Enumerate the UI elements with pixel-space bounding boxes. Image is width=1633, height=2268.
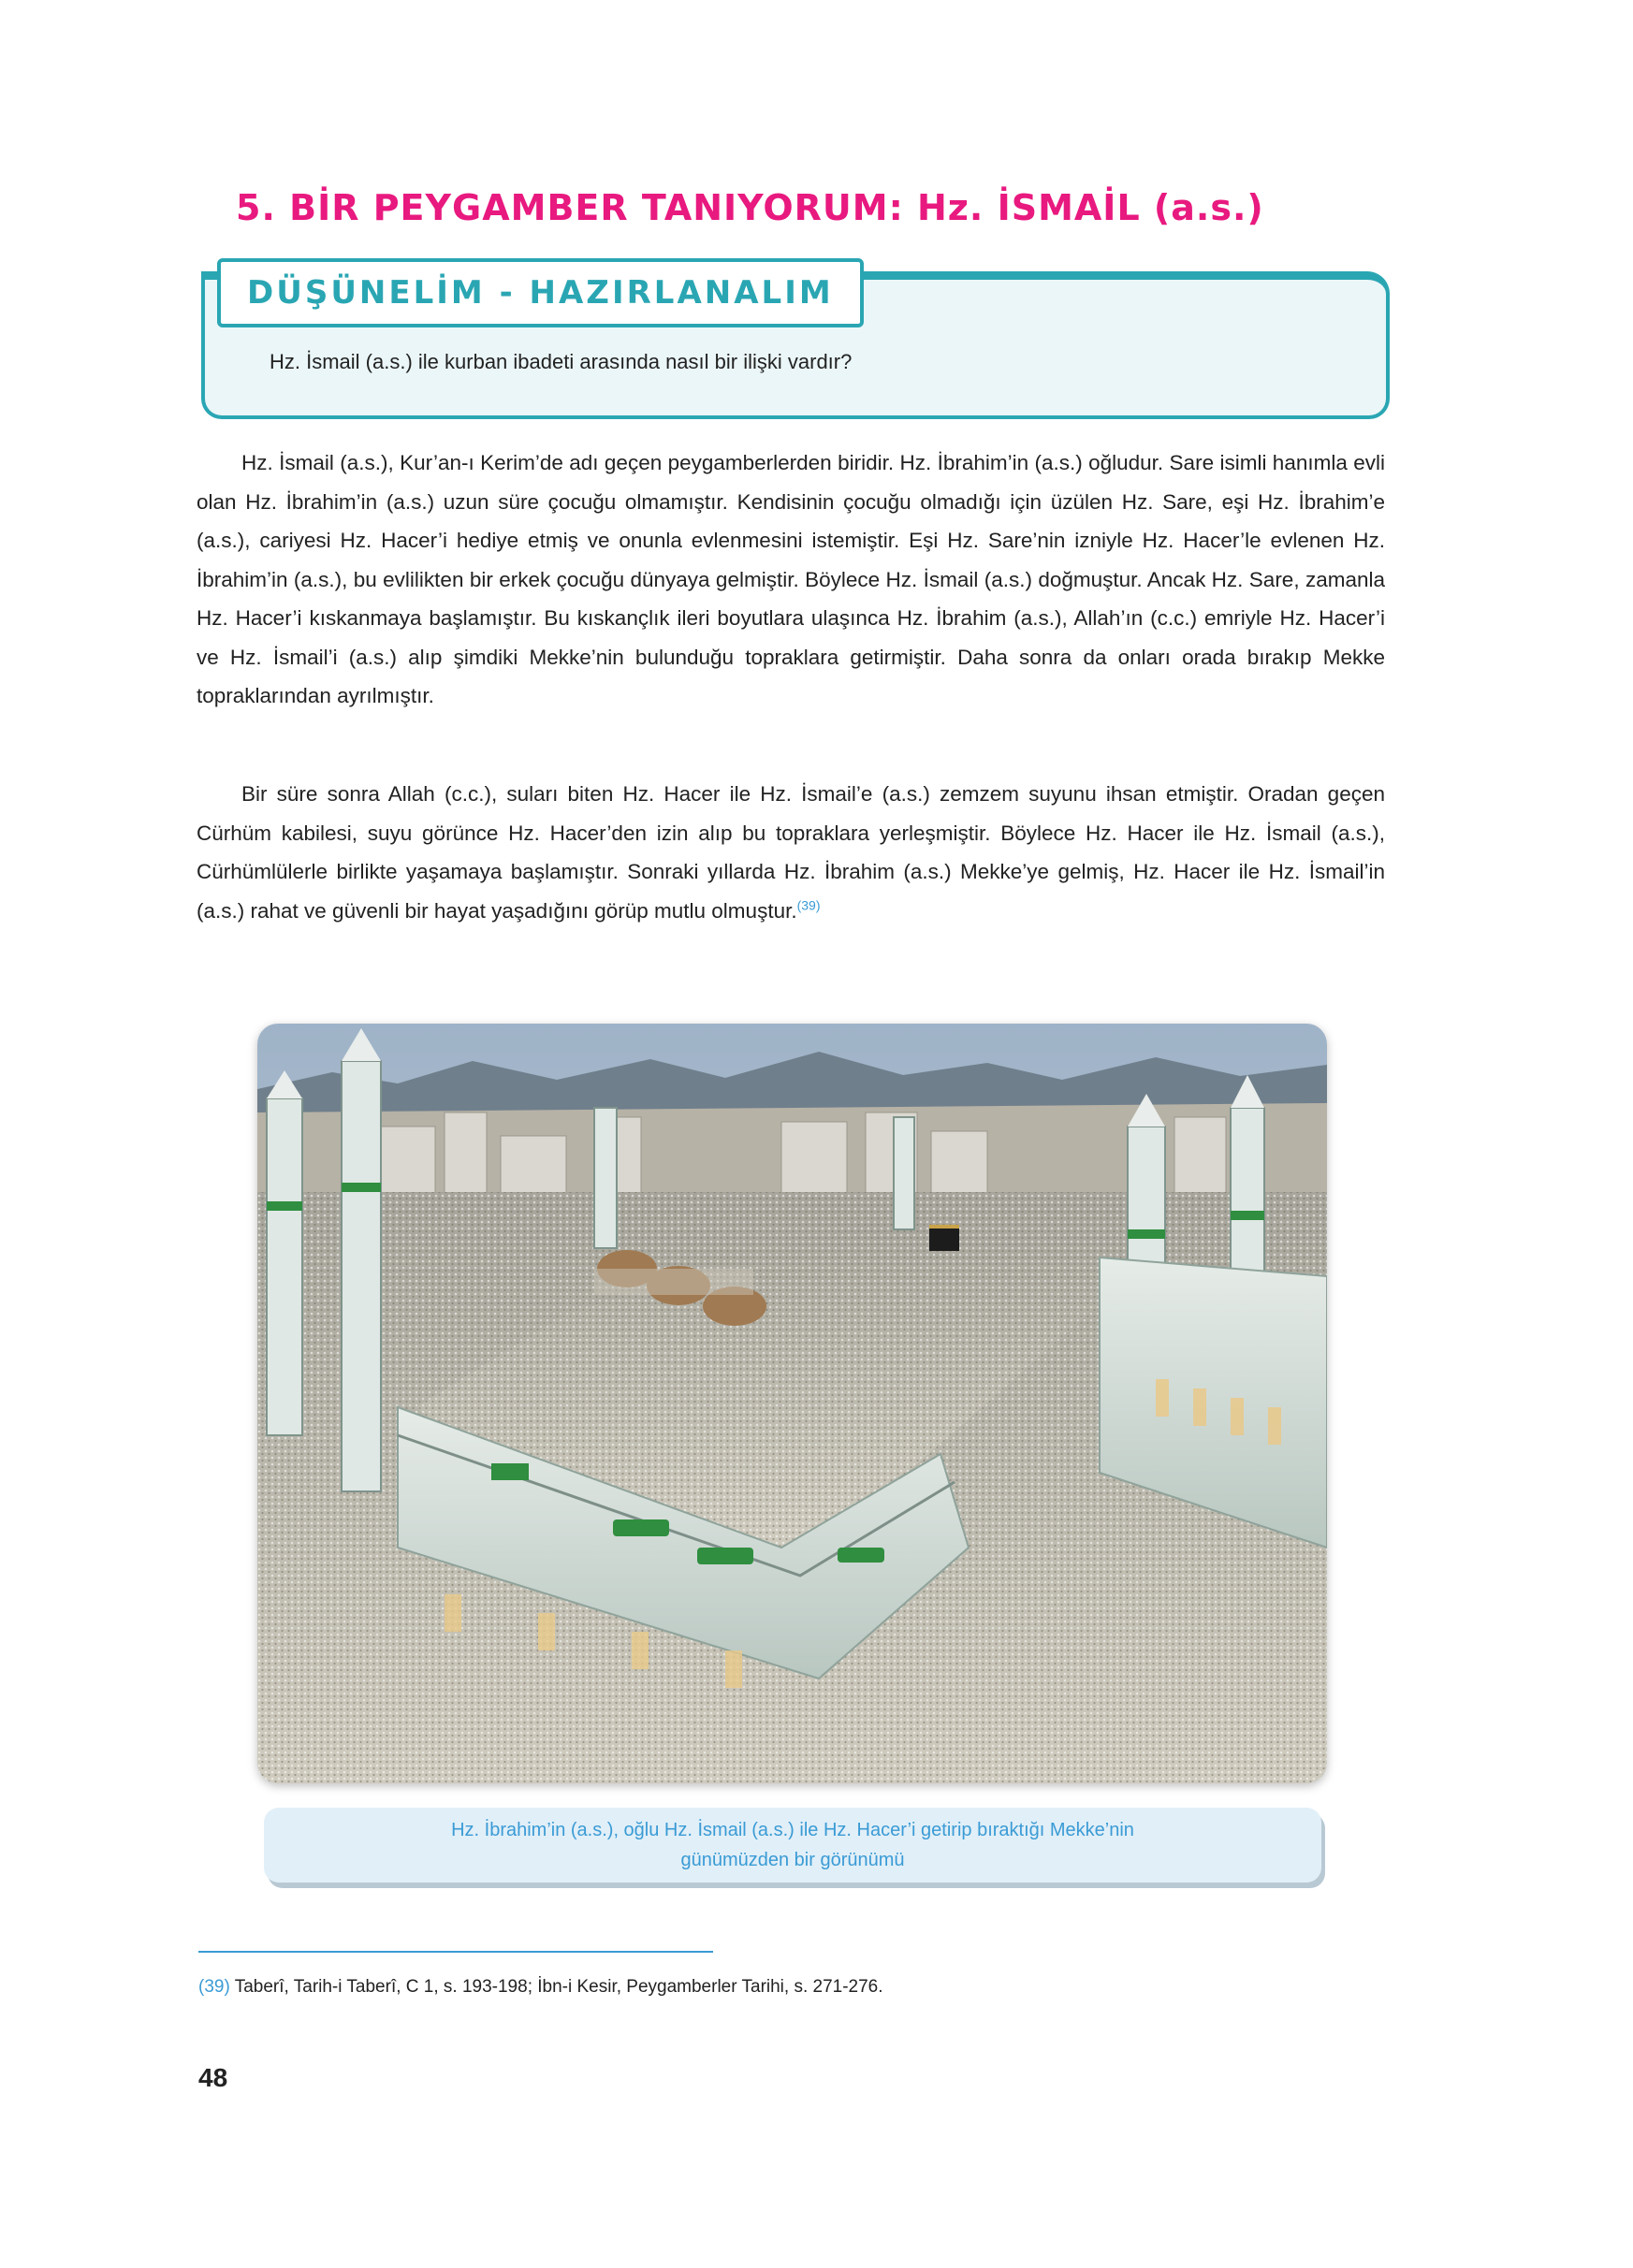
footnote-text: Taberî, Tarih-i Taberî, C 1, s. 193-198; İbn-i Kesir, Peygamberler Tarihi, s. 271-276. (229, 1977, 883, 1997)
mecca-photo (257, 1024, 1327, 1783)
footnote (198, 1977, 883, 1998)
photo-caption (264, 1808, 1321, 1883)
page-number: 48 (198, 2063, 228, 2092)
paragraph-2-text: Bir süre sonra Allah (c.c.), suları biten Hz. Hacer ile Hz. İsmail’e (a.s.) zemzem suyunu ihsan etmiştir. Oradan geçen Cürhüm kabilesi, suyu görünce Hz. Hacer’den izin alıp bu topraklara yerleşmiştir. Böylece Hz. Hacer ile Hz. İsmail (a.s.), Cürhümlülerle birlikte yaşamaya başlamıştır. Sonraki yıllarda Hz. İbrahim (a.s.) Mekke’ye gelmiş, Hz. Hacer ile Hz. İsmail’in (a.s.) rahat ve güvenli bir hayat yaşadığını görüp mutlu olmuştur. (197, 782, 1385, 923)
footnote-divider (198, 1951, 713, 1953)
footnote-reference[interactable]: (39) (796, 897, 821, 912)
caption-line-1: Hz. İbrahim’in (a.s.), oğlu Hz. İsmail (a.s.) ile Hz. Hacer’i getirip bıraktığı Mekke’nin (451, 1820, 1134, 1840)
think-question: Hz. İsmail (a.s.) ile kurban ibadeti arasında nasıl bir ilişki vardır? (270, 350, 853, 373)
paragraph-1: Hz. İsmail (a.s.), Kur’an-ı Kerim’de adı geçen peygamberlerden biridir. Hz. İbrahim’in (a.s.) oğludur. Sare isimli hanımla evli olan Hz. İbrahim’in (a.s.) uzun süre çocuğu olmamıştır. Kendisinin çocuğu olmadığı için üzülen Hz. Sare, eşi Hz. İbrahim’e (a.s.), cariyesi Hz. Hacer’i hediye etmiş ve onunla evlenmesini istemiştir. Eşi Hz. Sare’nin izniyle Hz. Hacer’le evlenen Hz. İbrahim’in (a.s.), bu evlilikten bir erkek çocuğu dünyaya gelmiştir. Böylece Hz. İsmail (a.s.) doğmuştur. Ancak Hz. Sare, zamanla Hz. Hacer’i kıskanmaya başlamıştır. Bu kıskançlık ileri boyutlara ulaşınca Hz. İbrahim (a.s.), Allah’ın (c.c.) emriyle Hz. Hacer’i ve Hz. İsmail’i (a.s.) alıp şimdiki Mekke’nin bulunduğu topraklara getirmiştir. Daha sonra da onları orada bırakıp Mekke topraklarından ayrılmıştır. (197, 451, 1385, 707)
section-title: 5. BİR PEYGAMBER TANIYORUM: Hz. İSMAİL (a.s.) (236, 187, 1264, 228)
caption-line-2: günümüzden bir görünümü (680, 1850, 905, 1870)
footnote-number: (39) (198, 1977, 230, 1997)
paragraph-2 (197, 775, 1385, 930)
think-prepare-tab: DÜŞÜNELİM - HAZIRLANALIM (217, 258, 864, 327)
